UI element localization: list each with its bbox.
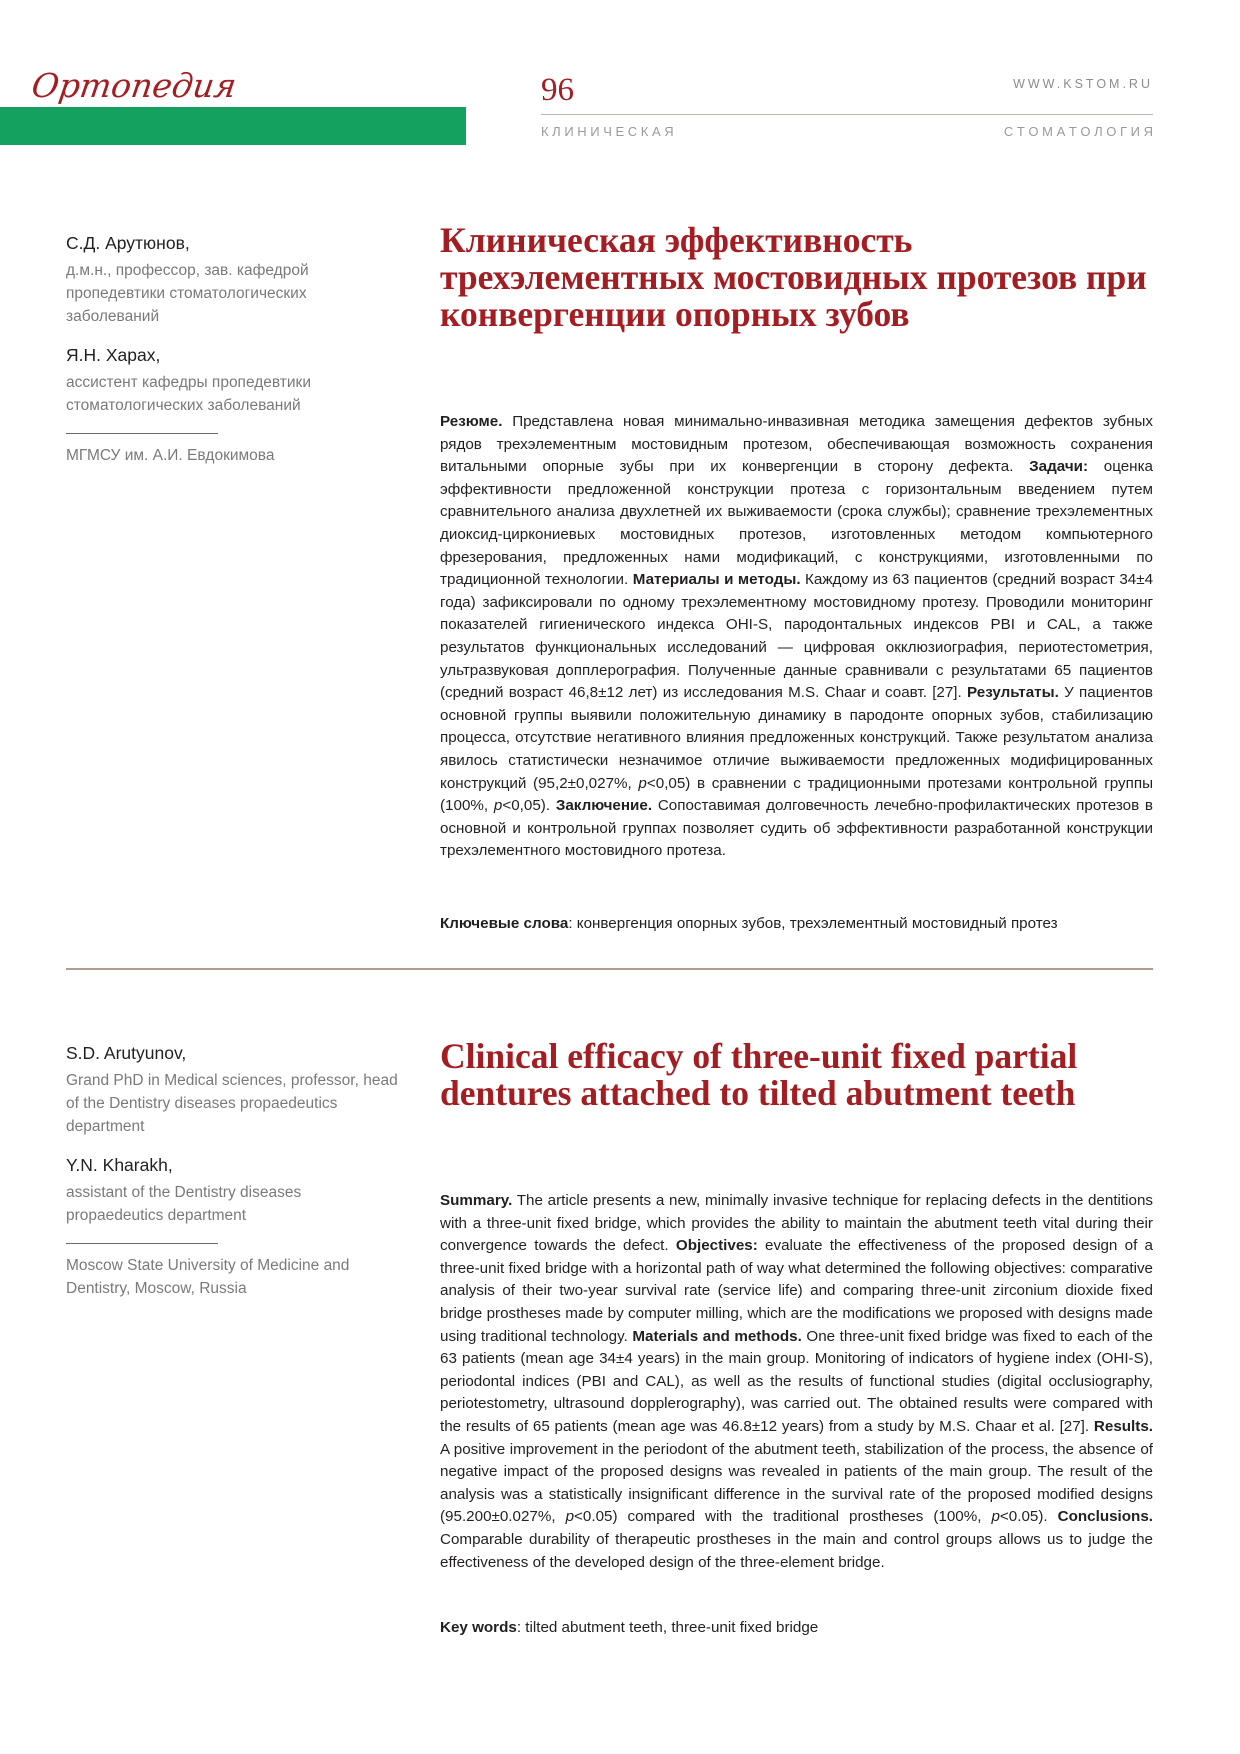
ru-author-2-description: ассистент кафедры пропедевтики стоматологических заболеваний [66, 374, 311, 414]
en-author-1-name: S.D. Arutyunov, [66, 1043, 187, 1063]
ru-article-title: Клиническая эффективность трехэлементных мостовидных протезов при конвергенции опорных зубов [440, 220, 1147, 334]
en-p-symbol-2: p [991, 1508, 1000, 1526]
en-author-column [66, 1042, 406, 1300]
ru-author-2-name: Я.Н. Харах, [66, 345, 161, 365]
en-keywords-text: : tilted abutment teeth, three-unit fixed bridge [516, 1619, 819, 1636]
en-author-2-name: Y.N. Kharakh, [66, 1155, 173, 1175]
ru-summary-label: Резюме. [440, 413, 503, 430]
en-affiliation: Moscow State University of Medicine and Dentistry, Moscow, Russia [66, 1257, 350, 1297]
ru-author-1-description: д.м.н., профессор, зав. кафедрой пропедевтики стоматологических заболеваний [66, 262, 309, 325]
en-results-text-1: A positive improvement in the periodont of the abutment teeth, stabilization of the process, the absence of negative impact of the proposed designs was revealed in patients of the main group. The result of the analysis was a statistically insignificant difference in the survival rate of the proposed modified designs (95.200±0.027%, [440, 1440, 1153, 1526]
en-keywords-label: Key words [440, 1619, 517, 1636]
ru-methods-label: Материалы и методы. [632, 571, 801, 589]
en-objectives-label: Objectives: [675, 1237, 758, 1255]
en-p-symbol-1: p [565, 1508, 575, 1526]
ru-conclusion-text: Сопоставимая долговечность лечебно-профилактических протезов в основной и контрольной группах позволяет судить об эффективности разработанной конструкции трехэлементного мостовидного протеза. [440, 797, 1153, 860]
ru-affiliation-rule [66, 433, 218, 434]
en-conclusion-text: Comparable durability of therapeutic prostheses in the main and control groups allows us to judge the effectiveness of the developed design of the three-element bridge. [440, 1530, 1153, 1571]
section-logo: Ортопедия [29, 66, 239, 105]
en-results-text-2: <0.05) compared with the traditional prostheses (100%, [574, 1508, 992, 1526]
section-divider [66, 968, 1153, 970]
en-summary-label: Summary. [440, 1192, 513, 1209]
en-article-title: Clinical efficacy of three-unit fixed partial dentures attached to tilted abutment teeth [440, 1036, 1078, 1113]
en-results-text-3: <0.05). [999, 1508, 1058, 1526]
en-abstract [440, 1190, 1153, 1574]
journal-name-part1: К Л И Н И Ч Е С К А Я [541, 124, 674, 139]
ru-p-symbol-2: p [493, 797, 503, 815]
en-author-2-description: assistant of the Dentistry diseases propaedeutics department [66, 1184, 302, 1224]
en-keywords [440, 1617, 1153, 1639]
ru-keywords-label: Ключевые слова [440, 915, 569, 932]
ru-keywords [440, 913, 1153, 935]
page-number: 96 [541, 72, 574, 108]
en-affiliation-rule [66, 1243, 218, 1244]
ru-results-text-1: У пациентов основной группы выявили положительную динамику в пародонте опорных зубов, стабилизацию процесса, отсутствие негативного влияния предложенных конструкций. Также результатом анализа явилось статистически незначимое отличие выживаемости предложенных модифицированных конструкций (95,2±0,027%, [440, 684, 1154, 792]
header-rule [541, 114, 1153, 115]
ru-conclusion-label: Заключение. [555, 797, 653, 815]
ru-p-symbol-1: p [638, 774, 647, 792]
journal-name-part2: С Т О М А Т О Л О Г И Я [1003, 124, 1153, 139]
site-url: WWW.KSTOM.RU [1013, 77, 1153, 91]
ru-results-label: Результаты. [967, 684, 1059, 702]
en-objectives-text: evaluate the effectiveness of the proposed design of a three-unit fixed bridge with a horizontal path of way what determined the following objectives: comparative analysis of their two-year survival rate (service life) and comparing three-unit zirconium dioxide fixed bridge prostheses made by computer milling, which are the modifications we proposed with designs made using traditional technology. [440, 1237, 1153, 1345]
en-methods-text: One three-unit fixed bridge was fixed to each of the 63 patients (mean age 34±4 years) in the main group. Monitoring of indicators of hygiene index (OHI-S), periodontal indices (PBI and CAL), as well as the results of functional studies (digital occlusiography, periotestometry, ultrasound dopplerography), was carried out. The obtained results were compared with the results of 65 patients (mean age was 46.8±12 years) from a study by M.S. Chaar et al. [27]. [440, 1327, 1153, 1435]
journal-name [541, 124, 1153, 139]
en-methods-label: Materials and methods. [632, 1327, 802, 1345]
ru-keywords-text: : конвергенция опорных зубов, трехэлементный мостовидный протез [568, 915, 1058, 932]
ru-objectives-text: оценка эффективности предложенной конструкции протеза с горизонтальным введением путем сравнительного анализа двухлетней их выживаемости (срока службы); сравнение трехэлементных диоксид-циркониевых мостовидных протезов, изготовленных методом компьютерного фрезерования, предложенных нами модификаций, с конструкциями, изготовленными по традиционной технологии. [440, 458, 1153, 589]
ru-summary-text: Представлена новая минимально-инвазивная методика замещения дефектов зубных рядов трехэлементным мостовидным протезом, обеспечивающая возможность сохранения витальными опорные зубы при их конвергенции в сторону дефекта. [440, 413, 1153, 476]
ru-objectives-label: Задачи: [1029, 458, 1089, 476]
ru-results-text-3: <0,05). [502, 797, 556, 815]
ru-methods-text: Каждому из 63 пациентов (средний возраст 34±4 года) зафиксировали по одному трехэлементному мостовидному протезу. Проводили мониторинг показателей гигиенического индекса OHI-S, пародонтальных индексов PBI и CAL, а также результатов функциональных исследований — цифровая окклюзиография, периотестометрия, ультразвуковая допплерография. Полученные данные сравнивали с результатами 65 пациентов (средний возраст 46,8±12 лет) из исследования M.S. Chaar и соавт. [27]. [440, 571, 1154, 702]
ru-results-text-2: <0,05) в сравнении с традиционными протезами контрольной группы (100%, [440, 774, 1153, 815]
en-author-1-description: Grand PhD in Medical sciences, professor, head of the Dentistry diseases propaedeutics department [66, 1072, 398, 1135]
ru-author-1-name: С.Д. Арутюнов, [66, 233, 190, 253]
en-conclusion-label: Conclusions. [1057, 1508, 1153, 1526]
en-results-label: Results. [1093, 1417, 1153, 1435]
ru-affiliation: МГМСУ им. А.И. Евдокимова [66, 447, 275, 464]
ru-author-column [66, 232, 406, 467]
en-summary-text: The article presents a new, minimally invasive technique for replacing defects in the dentitions with a three-unit fixed bridge, which provides the ability to maintain the abutment teeth vital during their convergence towards the defect. [440, 1192, 1153, 1255]
section-color-band [0, 107, 466, 145]
ru-abstract [440, 411, 1153, 863]
